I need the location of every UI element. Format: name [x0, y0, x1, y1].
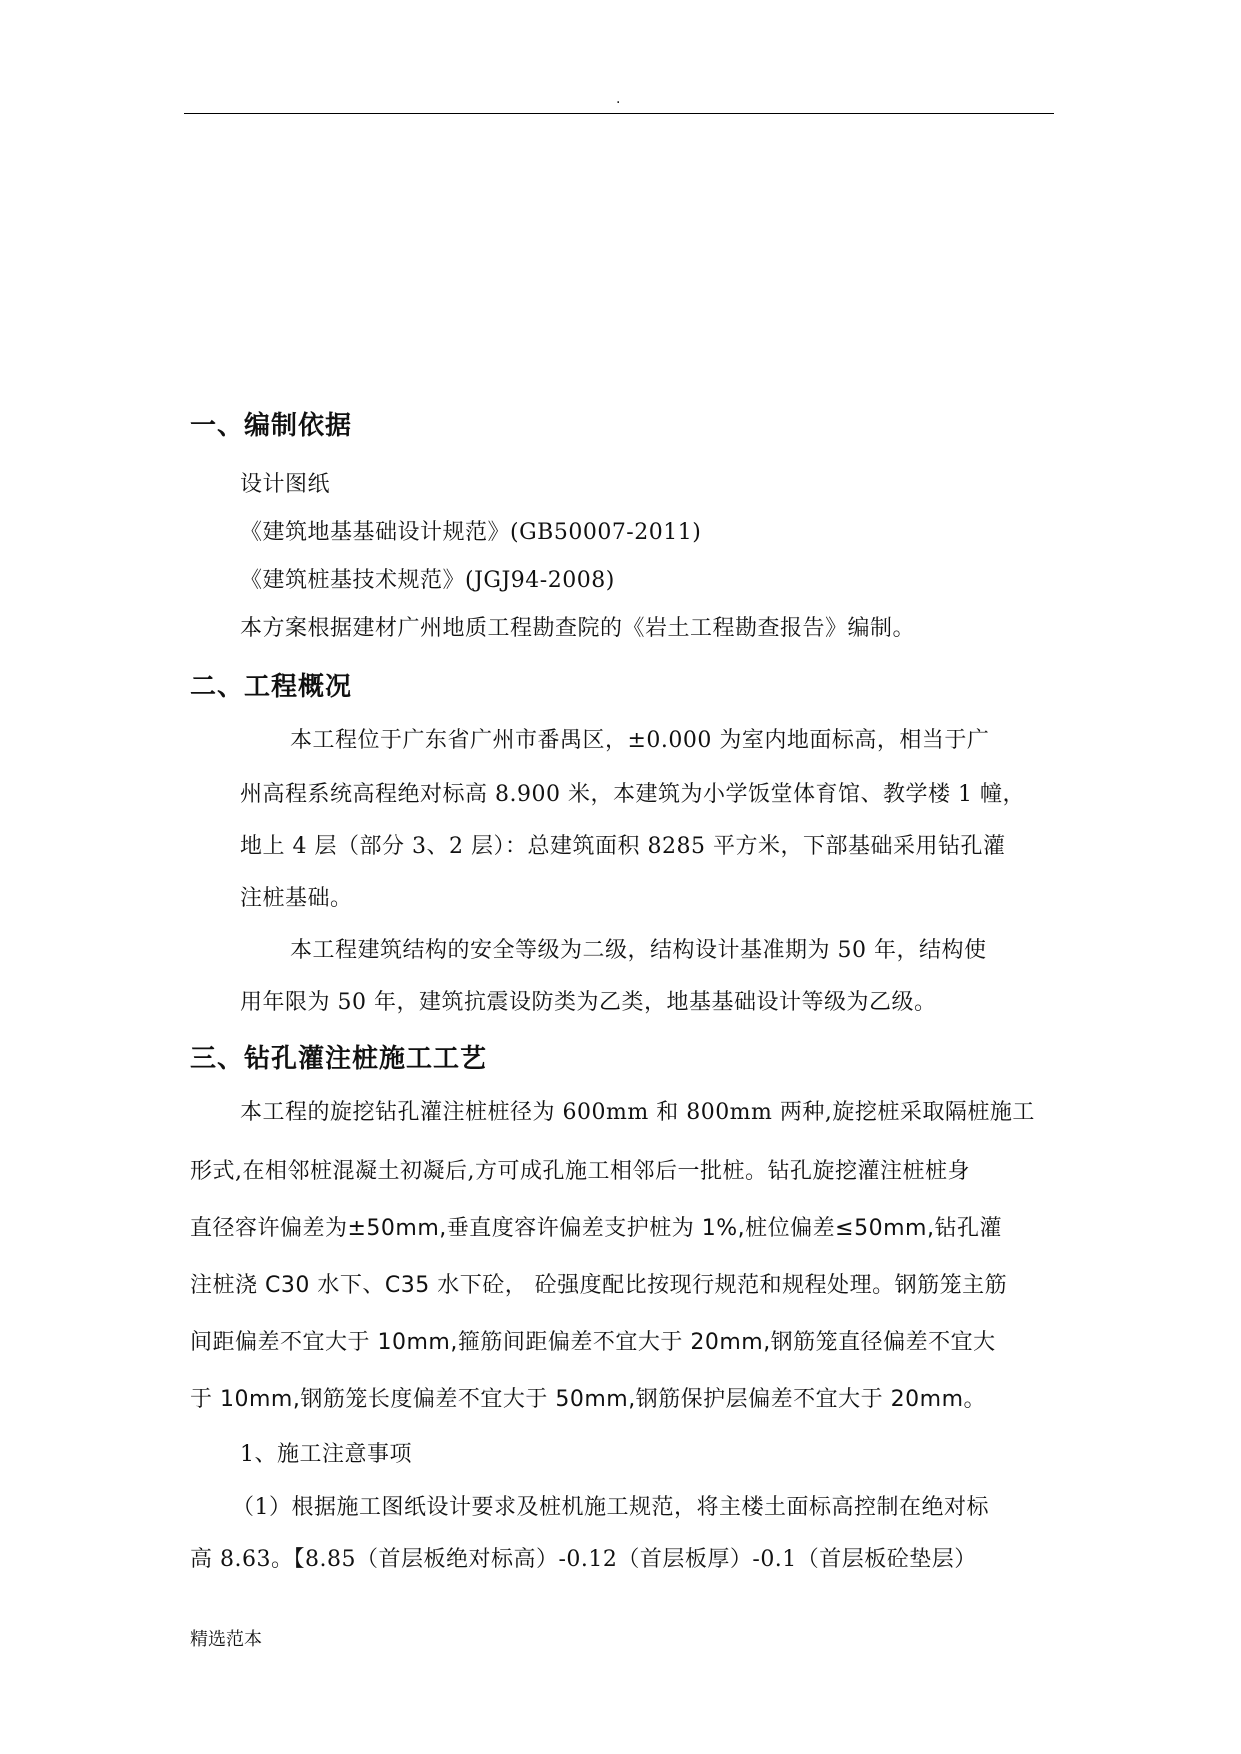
header-mark: .	[616, 91, 621, 107]
section-3-heading: 三、钻孔灌注桩施工工艺	[190, 1044, 488, 1074]
basis-item-2: 《建筑地基基础设计规范》(GB50007-2011)	[240, 520, 702, 545]
process-p1-line-5: 间距偏差不宜大于 10mm,箍筋间距偏差不宜大于 20mm,钢筋笼直径偏差不宜大	[190, 1330, 996, 1355]
process-p2-line-2: 高 8.63。【8.85（首层板绝对标高）-0.12（首层板厚）-0.1（首层板砼垫层）	[190, 1547, 977, 1572]
overview-p1-line-4: 注桩基础。	[240, 886, 353, 911]
process-p1-line-3: 直径容许偏差为±50mm,垂直度容许偏差支护桩为 1%,桩位偏差≤50mm,钻孔灌	[190, 1216, 1002, 1241]
process-p1-line-1: 本工程的旋挖钻孔灌注桩桩径为 600mm 和 800mm 两种,旋挖桩采取隔桩施工	[240, 1100, 1035, 1125]
process-p1-line-4: 注桩浇 C30 水下、C35 水下砼， 砼强度配比按现行规范和规程处理。钢筋笼主筋	[190, 1273, 1008, 1298]
overview-p1-line-3: 地上 4 层（部分 3、2 层）：总建筑面积 8285 平方米，下部基础采用钻孔灌	[240, 834, 1006, 859]
overview-p2-line-1: 本工程建筑结构的安全等级为二级，结构设计基准期为 50 年，结构使	[290, 938, 987, 963]
overview-p2-line-2: 用年限为 50 年，建筑抗震设防类为乙类，地基基础设计等级为乙级。	[240, 990, 937, 1015]
footer-text: 精选范本	[190, 1629, 262, 1650]
section-2-heading: 二、工程概况	[190, 672, 353, 702]
process-p1-line-6: 于 10mm,钢筋笼长度偏差不宜大于 50mm,钢筋保护层偏差不宜大于 20mm。	[190, 1387, 987, 1412]
basis-item-3: 《建筑桩基技术规范》(JGJ94-2008)	[240, 568, 615, 593]
basis-item-4: 本方案根据建材广州地质工程勘查院的《岩土工程勘查报告》编制。	[240, 616, 916, 641]
process-p1-line-2: 形式,在相邻桩混凝土初凝后,方可成孔施工相邻后一批桩。钻孔旋挖灌注桩桩身	[190, 1159, 970, 1184]
process-p2-line-1: （1）根据施工图纸设计要求及桩机施工规范，将主楼土面标高控制在绝对标	[232, 1495, 989, 1520]
overview-p1-line-2: 州高程系统高程绝对标高 8.900 米，本建筑为小学饭堂体育馆、教学楼 1 幢，	[240, 782, 1025, 807]
basis-item-1: 设计图纸	[240, 472, 331, 497]
header-rule	[184, 113, 1054, 114]
overview-p1-line-1: 本工程位于广东省广州市番禺区，±0.000 为室内地面标高，相当于广	[290, 728, 990, 753]
subheading-precautions: 1、施工注意事项	[240, 1442, 412, 1467]
section-1-heading: 一、编制依据	[190, 411, 353, 441]
